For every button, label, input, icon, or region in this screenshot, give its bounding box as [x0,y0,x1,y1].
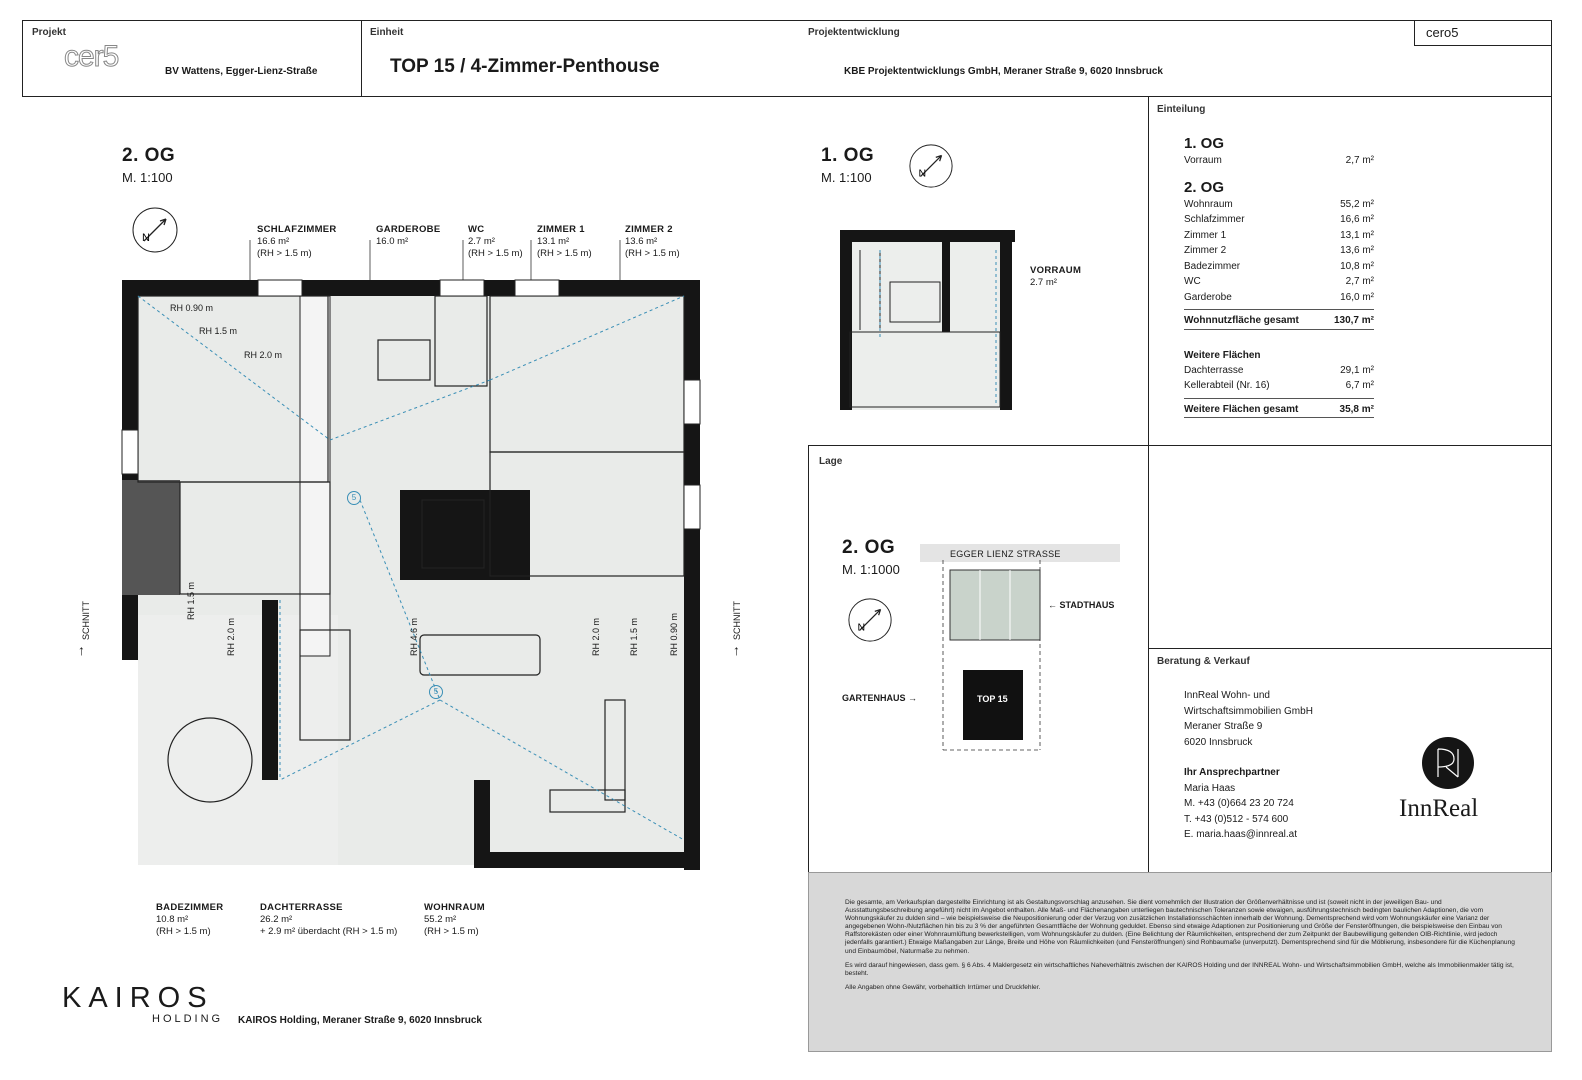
beratung-label: Beratung & Verkauf [1157,656,1250,667]
rh-label: RH 2.0 m [226,617,236,656]
header-bar [22,20,1552,97]
einteilung-table [1184,135,1374,418]
north-arrow-icon [907,142,955,190]
disclaimer-box [808,872,1552,1052]
disclaimer-p3: Alle Angaben ohne Gewähr, vorbehaltlich Irrtümer und Druckfehler. [845,983,1041,991]
lage-floor-scale: M. 1:1000 [842,562,900,577]
room-label-badezimmer: BADEZIMMER 10.8 m² (RH > 1.5 m) [156,902,224,937]
einheit-title: TOP 15 / 4-Zimmer-Penthouse [390,56,660,77]
schnitt-label-right: SCHNITT [732,601,742,640]
gartenhaus-label: GARTENHAUS → [842,693,918,703]
svg-text:N: N [918,167,927,180]
site-plan-drawing [935,560,1055,760]
kairos-address: KAIROS Holding, Meraner Straße 9, 6020 Innsbruck [238,1015,482,1026]
table-row: Schlafzimmer 16,6 m² [1184,214,1374,225]
projekt-name: BV Wattens, Egger-Lienz-Straße [165,66,318,77]
rh-label: RH 2.0 m [244,350,283,360]
projekt-label: Projekt [32,27,66,38]
room-label-zimmer1: ZIMMER 1 13.1 m² (RH > 1.5 m) [537,224,592,259]
table-row: Zimmer 2 13,6 m² [1184,245,1374,256]
rh-label: RH 0.90 m [669,612,679,656]
rh-label: RH 1.5 m [199,326,238,336]
og1-heading: 1. OG [1184,135,1225,152]
table-row: Badezimmer 10,8 m² [1184,260,1374,272]
rh-label: RH 2.0 m [591,617,601,656]
main-floor-title: 2. OG [122,145,176,166]
og1-floor-title: 1. OG [821,145,875,166]
einteilung-label: Einteilung [1157,104,1206,115]
table-row: Kellerabteil (Nr. 16) 6,7 m² [1184,380,1374,391]
rh-label: RH 0.90 m [170,303,214,313]
entwicklung-label: Projektentwicklung [808,27,900,38]
schnitt-label-left: SCHNITT [81,601,91,640]
section-marker: 5 [347,491,361,505]
north-arrow-icon [846,596,894,644]
table-row: WC 2,7 m² [1184,276,1374,287]
beratung-company: InnReal Wohn- und Wirtschaftsimmobilien GmbH Meraner Straße 9 6020 Innsbruck [1184,690,1313,748]
og1-plan-drawing [820,220,1030,415]
cer5-logo: cer5 [64,40,119,73]
floor-plan-drawing [60,240,760,890]
og1-floor-scale: M. 1:100 [821,170,872,185]
total-row: Wohnnutzfläche gesamt 130,7 m² [1184,315,1374,326]
svg-text:N: N [142,232,150,244]
rh-label: RH 1.5 m [629,617,639,656]
schnitt-arrow-right-icon: ↑ [733,642,740,658]
room-label-wc: WC 2.7 m² (RH > 1.5 m) [468,224,523,259]
svg-text:N: N [857,621,866,634]
lage-label: Lage [819,456,843,467]
rh-label: RH 1.5 m [186,581,196,620]
main-floor-scale: M. 1:100 [122,170,173,185]
room-label-wohnraum: WOHNRAUM 55.2 m² (RH > 1.5 m) [424,902,485,937]
room-label-dachterrasse: DACHTERRASSE 26.2 m² + 2.9 m² überdacht (RH > 1.5 m) [260,902,398,937]
header-divider-1 [361,20,362,97]
lage-floor-title: 2. OG [842,537,896,558]
room-label-vorraum: VORRAUM 2.7 m² [1030,265,1082,288]
section-marker: 5 [429,685,443,699]
header-divider-2 [1414,20,1415,45]
innreal-logo-icon [1420,735,1476,791]
disclaimer-p2: Es wird darauf hingewiesen, dass gem. § 6 Abs. 4 Maklergesetz ein wirtschaftliches Naheverhältnis zwischen der KAIROS Holding und der INNREAL Wohn- und Wirtschaftsimmobilien GmbH, welche als Immobilienmakler tätig ist, besteht. [845,961,1514,977]
header-divider-3 [1414,45,1552,46]
table-row: Dachterrasse 29,1 m² [1184,364,1374,376]
room-label-schlafzimmer: SCHLAFZIMMER 16.6 m² (RH > 1.5 m) [257,224,337,259]
table-row: Vorraum 2,7 m² [1184,155,1374,166]
og2-heading: 2. OG [1184,178,1225,196]
table-row: Zimmer 1 13,1 m² [1184,229,1374,241]
beratung-contact: Ihr Ansprechpartner Maria Haas M. +43 (0)664 23 20 724 T. +43 (0)512 - 574 600 E. maria.haas@innreal.at [1184,767,1297,840]
kairos-brand: KAIROS [62,982,214,1014]
weitere-total-row: Weitere Flächen gesamt 35,8 m² [1184,403,1374,415]
beratung-hline [1148,648,1552,649]
top-label: TOP 15 [977,694,1008,704]
rh-label: RH 4.6 m [409,617,419,656]
street-name: EGGER LIENZ STRASSE [950,549,1061,559]
disclaimer-p1: Die gesamte, am Verkaufsplan dargestellte Einrichtung ist als Gestaltungsvorschlag anzusehen. Sie dient vornehmlich der Illustration der Größenverhältnisse und ist (soweit nicht in der jeweiligen Bau- und Ausstattungsbeschreibung angeführt) nicht im Angebot enthalten. Alle Maß- und Flächenangaben unterliegen bautechnischen Toleranzen sowie etwaigen, ausführungstechnisch bedingten baulichen Adaptionen, die vom Wohnungskäufer zu dulden sind – wie beispielsweise die Neupositionierung oder der Verzug von zusätzlichen Installationsschächten innerhalb der Wohnung. Dementsprechend wird vom Wohnungskäufer eine Varianz der angegebenen Wohn-/Nutzflächen hin bis zu 3 % der angeführten Gesamtfläche der Wohnung geduldet. Ebenso sind etwaige Adaptionen zur Positionierung und Größe der Fensteröffnungen, die beispielsweise den Einbau von Raffstorekästen oder einer Wohnraumlüftung bewerkstelligen, vom Wohnungskäufer zu dulden. (Eine Belichtung der Räumlichkeiten, entsprechend der zum Zeitpunkt der Baubewilligung geltenden OIB-Richtlinie, wird jedoch jedenfalls garantiert.) Etwaige Maßangaben zur Länge, Breite und Höhe von Räumlichkeiten (und Fensteröffnungen) sind Rohbaumaße (unverputzt). Dementsprechend sind für die Möblierung, insbesondere für die Küchenplanung und Einbaumöbel, Naturmaße zu nehmen. [845,899,1515,955]
table-row: Wohnraum 55,2 m² [1184,198,1374,210]
room-label-garderobe: GARDEROBE 16.0 m² [376,224,441,247]
entwicklung-text: KBE Projektentwicklungs GmbH, Meraner Straße 9, 6020 Innsbruck [844,66,1163,77]
innreal-brand: InnReal [1399,795,1479,822]
weitere-heading: Weitere Flächen [1184,349,1261,361]
stadthaus-label: ← STADTHAUS [1048,600,1115,610]
table-row: Garderobe 16,0 m² [1184,291,1374,303]
schnitt-arrow-left-icon: ↑ [78,642,85,658]
code-box: cero5 [1426,25,1459,40]
einheit-label: Einheit [370,27,404,38]
kairos-sub: HOLDING [152,1013,224,1025]
room-label-zimmer2: ZIMMER 2 13.6 m² (RH > 1.5 m) [625,224,680,259]
